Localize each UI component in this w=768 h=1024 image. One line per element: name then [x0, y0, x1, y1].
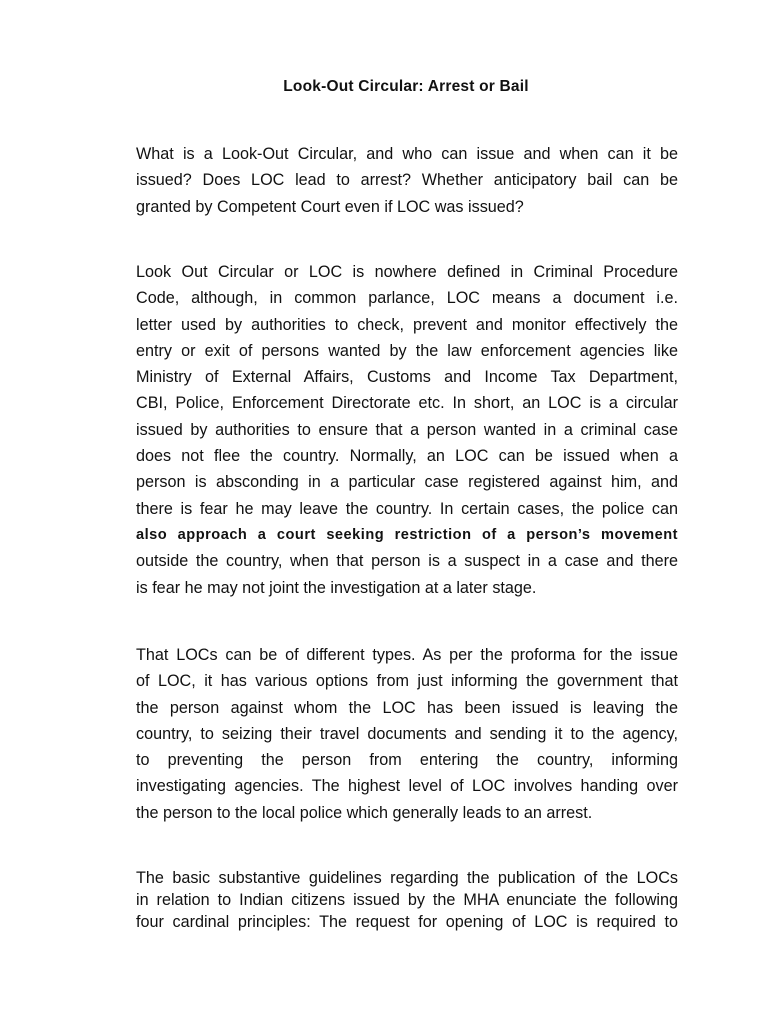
paragraph-1 — [136, 141, 678, 220]
text-line: letter used by authorities to check, prevent and monitor effectively the — [136, 315, 678, 334]
text-line-bold: also approach a court seeking restriction of a person’s movement — [136, 526, 678, 543]
text-line: granted by Competent Court even if LOC was issued? — [136, 197, 524, 216]
text-line: investigating agencies. The highest level of LOC involves handing over — [136, 777, 678, 796]
text-line: the person to the local police which generally leads to an arrest. — [136, 803, 593, 822]
text-line: Code, although, in common parlance, LOC means a document i.e. — [136, 289, 678, 308]
text-line: country, to seizing their travel documents and sending it to the agency, — [136, 724, 678, 743]
text-line: four cardinal principles: The request for opening of LOC is required to — [136, 913, 678, 931]
text-line: The basic substantive guidelines regarding the publication of the LOCs — [136, 869, 678, 887]
text-line: entry or exit of persons wanted by the law enforcement agencies like — [136, 341, 678, 360]
text-line: That LOCs can be of different types. As per the proforma for the issue — [136, 646, 678, 664]
text-line: is fear he may not joint the investigation at a later stage. — [136, 578, 537, 597]
text-line: to preventing the person from entering the country, informing — [136, 751, 678, 770]
text-line: Ministry of External Affairs, Customs and Income Tax Department, — [136, 368, 678, 387]
text-line: does not flee the country. Normally, an LOC can be issued when a — [136, 447, 678, 466]
paragraph-3 — [136, 642, 678, 826]
text-line: in relation to Indian citizens issued by the MHA enunciate the following — [136, 891, 678, 909]
text-line: CBI, Police, Enforcement Directorate etc. In short, an LOC is a circular — [136, 394, 678, 413]
paragraph-2 — [136, 259, 678, 601]
paragraph-4 — [136, 867, 678, 933]
text-line: outside the country, when that person is a suspect in a case and there — [136, 552, 678, 571]
text-line: the person against whom the LOC has been issued is leaving the — [136, 698, 678, 717]
text-line: of LOC, it has various options from just informing the government that — [136, 672, 678, 691]
text-line: there is fear he may leave the country. In certain cases, the police can — [136, 499, 678, 518]
text-line: Look Out Circular or LOC is nowhere defined in Criminal Procedure — [136, 263, 678, 281]
text-line: issued? Does LOC lead to arrest? Whether anticipatory bail can be — [136, 171, 678, 190]
text-line: person is absconding in a particular case registered against him, and — [136, 473, 678, 492]
text-line: issued by authorities to ensure that a person wanted in a criminal case — [136, 420, 678, 439]
text-line: What is a Look-Out Circular, and who can issue and when can it be — [136, 145, 678, 163]
document-title: Look-Out Circular: Arrest or Bail — [283, 78, 529, 95]
